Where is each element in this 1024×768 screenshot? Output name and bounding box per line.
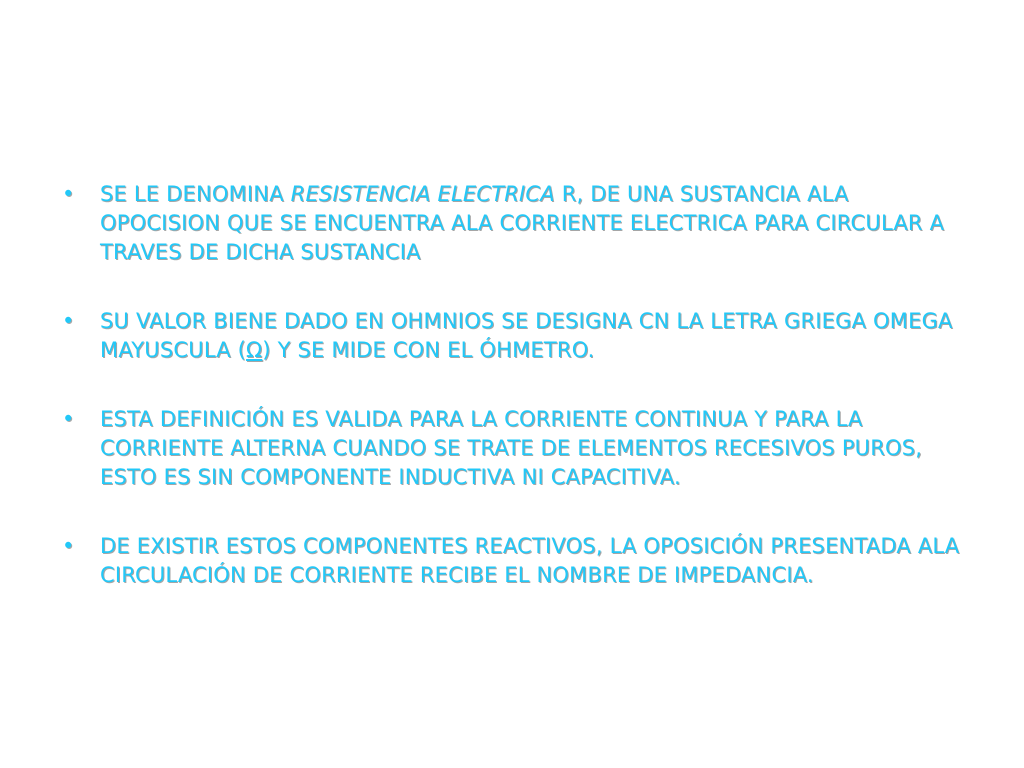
bullet-text-pre: SE LE DENOMINA <box>100 182 291 206</box>
bullet-item-definition <box>62 180 962 267</box>
bullet-icon: • <box>62 534 75 558</box>
bullet-icon: • <box>62 309 75 333</box>
bullet-item-unit <box>62 307 962 365</box>
bullet-list <box>62 180 962 630</box>
bullet-item-impedance <box>62 532 962 590</box>
bullet-icon: • <box>62 182 75 206</box>
omega-symbol: Ω <box>246 338 263 362</box>
bullet-text-italic: RESISTENCIA ELECTRICA <box>290 182 555 206</box>
bullet-item-validity <box>62 405 962 492</box>
bullet-icon: • <box>62 407 75 431</box>
bullet-text-post: R, DE UNA SUSTANCIA ALA OPOCISION QUE SE ENCUENTRA ALA CORRIENTE ELECTRICA PARA CIRCULAR A TRAVES DE DICHA SUSTANCIA <box>100 182 945 264</box>
bullet-text: DE EXISTIR ESTOS COMPONENTES REACTIVOS, LA OPOSICIÓN PRESENTADA ALA CIRCULACIÓN DE CORRIENTE RECIBE EL NOMBRE DE IMPEDANCIA. <box>100 534 960 587</box>
bullet-text-post: ) Y SE MIDE CON EL ÓHMETRO. <box>262 338 595 362</box>
bullet-text: ESTA DEFINICIÓN ES VALIDA PARA LA CORRIENTE CONTINUA Y PARA LA CORRIENTE ALTERNA CUANDO SE TRATE DE ELEMENTOS RECESIVOS PUROS, ESTO ES SIN COMPONENTE INDUCTIVA NI CAPACITIVA. <box>100 407 923 489</box>
bullet-text-pre: SU VALOR BIENE DADO EN OHMNIOS SE DESIGNA CN LA LETRA GRIEGA OMEGA MAYUSCULA ( <box>100 309 953 362</box>
